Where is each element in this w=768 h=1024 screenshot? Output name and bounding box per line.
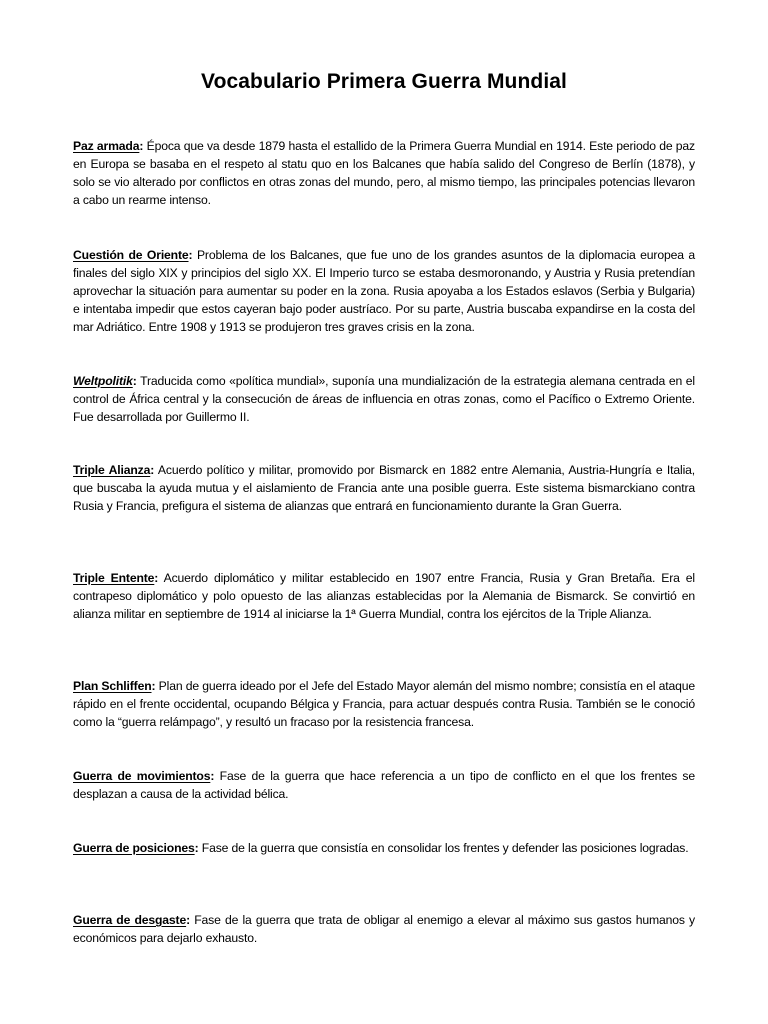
entry-triple-alianza: Triple Alianza: Acuerdo político y militar, promovido por Bismarck en 1882 entre Alemania, Austria-Hungría e Italia, que buscaba la ayuda mutua y el aislamiento de Francia ante una posible guerra. Este sistema bismarckiano contra Rusia y Francia, prefigura el sistema de alianzas que entrará en funcionamiento durante la Gran Guerra.	[73, 463, 695, 513]
entry-definition: Acuerdo político y militar, promovido por Bismarck en 1882 entre Alemania, Austria-Hungría e Italia, que buscaba la ayuda mutua y el aislamiento de Francia ante una posible guerra. Este sistema bismarckiano contra Rusia y Francia, prefigura el sistema de alianzas que entrará en funcionamiento durante la Gran Guerra.	[73, 463, 695, 513]
entry-cuestion-de-oriente: Cuestión de Oriente: Problema de los Balcanes, que fue uno de los grandes asuntos de la diplomacia europea a finales del siglo XIX y principios del siglo XX. El Imperio turco se estaba desmoronando, y Austria y Rusia pretendían aprovechar la situación para aumentar su poder en la zona. Rusia apoyaba a los Estados eslavos (Serbia y Bulgaria) e intentaba impedir que estos cayeran bajo poder austríaco. Por su parte, Austria buscaba expandirse en la costa del mar Adriático. Entre 1908 y 1913 se produjeron tres graves crisis en la zona.	[73, 248, 695, 334]
entry-plan-schliffen: Plan Schliffen: Plan de guerra ideado por el Jefe del Estado Mayor alemán del mismo nombre; consistía en el ataque rápido en el frente occidental, ocupando Bélgica y Francia, para actuar después contra Rusia. También se le conoció como la “guerra relámpago”, y resultó un fracaso por la resistencia francesa.	[73, 679, 695, 729]
entry-paz-armada: Paz armada: Época que va desde 1879 hasta el estallido de la Primera Guerra Mundial en 1914. Este periodo de paz en Europa se basaba en el respeto al statu quo en los Balcanes que había salido del Congreso de Berlín (1878), y solo se vio alterado por conflictos en otras zonas del mundo, pero, al mismo tiempo, las principales potencias llevaron a cabo un rearme intenso.	[73, 139, 695, 207]
entry-definition: Traducida como «política mundial», suponía una mundialización de la estrategia alemana centrada en el control de África central y la consecución de áreas de influencia en otras zonas, como el Pacífico o Extremo Oriente. Fue desarrollada por Guillermo II.	[73, 374, 695, 424]
entry-guerra-de-movimientos: Guerra de movimientos: Fase de la guerra que hace referencia a un tipo de conflicto en el que los frentes se desplazan a causa de la actividad bélica.	[73, 769, 695, 801]
entry-term: Triple Alianza	[73, 463, 151, 477]
entry-triple-entente: Triple Entente: Acuerdo diplomático y militar establecido en 1907 entre Francia, Rusia y Gran Bretaña. Era el contrapeso diplomático y polo opuesto de las alianzas establecidas por la Alemania de Bismarck. Se convirtió en alianza militar en septiembre de 1914 al iniciarse la 1ª Guerra Mundial, contra los ejércitos de la Triple Alianza.	[73, 571, 695, 621]
entry-guerra-de-posiciones: Guerra de posiciones: Fase de la guerra que consistía en consolidar los frentes y defender las posiciones logradas.	[73, 841, 689, 855]
entry-definition: Fase de la guerra que trata de obligar al enemigo a elevar al máximo sus gastos humanos y económicos para dejarlo exhausto.	[73, 913, 696, 945]
entry-definition: Época que va desde 1879 hasta el estallido de la Primera Guerra Mundial en 1914. Este periodo de paz en Europa se basaba en el respeto al statu quo en los Balcanes que había salido del Congreso de Berlín (1878), y solo se vio alterado por conflictos en otras zonas del mundo, pero, al mismo tiempo, las principales potencias llevaron a cabo un rearme intenso.	[73, 139, 695, 207]
entry-definition: Plan de guerra ideado por el Jefe del Estado Mayor alemán del mismo nombre; consistía en el ataque rápido en el frente occidental, ocupando Bélgica y Francia, para actuar después contra Rusia. También se le conoció como la “guerra relámpago”, y resultó un fracaso por la resistencia francesa.	[73, 679, 695, 729]
entry-term: Triple Entente	[73, 571, 155, 585]
entry-definition: Acuerdo diplomático y militar establecido en 1907 entre Francia, Rusia y Gran Bretaña. Era el contrapeso diplomático y polo opuesto de las alianzas establecidas por la Alemania de Bismarck. Se convirtió en alianza militar en septiembre de 1914 al iniciarse la 1ª Guerra Mundial, contra los ejércitos de la Triple Alianza.	[73, 571, 695, 621]
entry-guerra-de-desgaste: Guerra de desgaste: Fase de la guerra que trata de obligar al enemigo a elevar al máximo sus gastos humanos y económicos para dejarlo exhausto.	[73, 913, 696, 945]
entry-weltpolitik: Weltpolitik: Traducida como «política mundial», suponía una mundialización de la estrategia alemana centrada en el control de África central y la consecución de áreas de influencia en otras zonas, como el Pacífico o Extremo Oriente. Fue desarrollada por Guillermo II.	[73, 374, 695, 424]
document-title: Vocabulario Primera Guerra Mundial	[201, 70, 567, 93]
entry-definition: Fase de la guerra que hace referencia a un tipo de conflicto en el que los frentes se desplazan a causa de la actividad bélica.	[73, 769, 695, 801]
entry-definition: Problema de los Balcanes, que fue uno de los grandes asuntos de la diplomacia europea a finales del siglo XIX y principios del siglo XX. El Imperio turco se estaba desmoronando, y Austria y Rusia pretendían aprovechar la situación para aumentar su poder en la zona. Rusia apoyaba a los Estados eslavos (Serbia y Bulgaria) e intentaba impedir que estos cayeran bajo poder austríaco. Por su parte, Austria buscaba expandirse en la costa del mar Adriático. Entre 1908 y 1913 se produjeron tres graves crisis en la zona.	[73, 248, 695, 334]
entry-term: Paz armada	[73, 139, 140, 153]
entry-term: Plan Schliffen	[73, 679, 152, 693]
entry-term: Cuestión de Oriente	[73, 248, 189, 262]
entry-term: Guerra de movimientos	[73, 769, 211, 783]
entry-term: Guerra de posiciones	[73, 841, 195, 855]
entry-term: Weltpolitik	[73, 374, 133, 388]
entry-term: Guerra de desgaste	[73, 913, 187, 927]
entry-definition: Fase de la guerra que consistía en consolidar los frentes y defender las posiciones logradas.	[198, 841, 689, 855]
